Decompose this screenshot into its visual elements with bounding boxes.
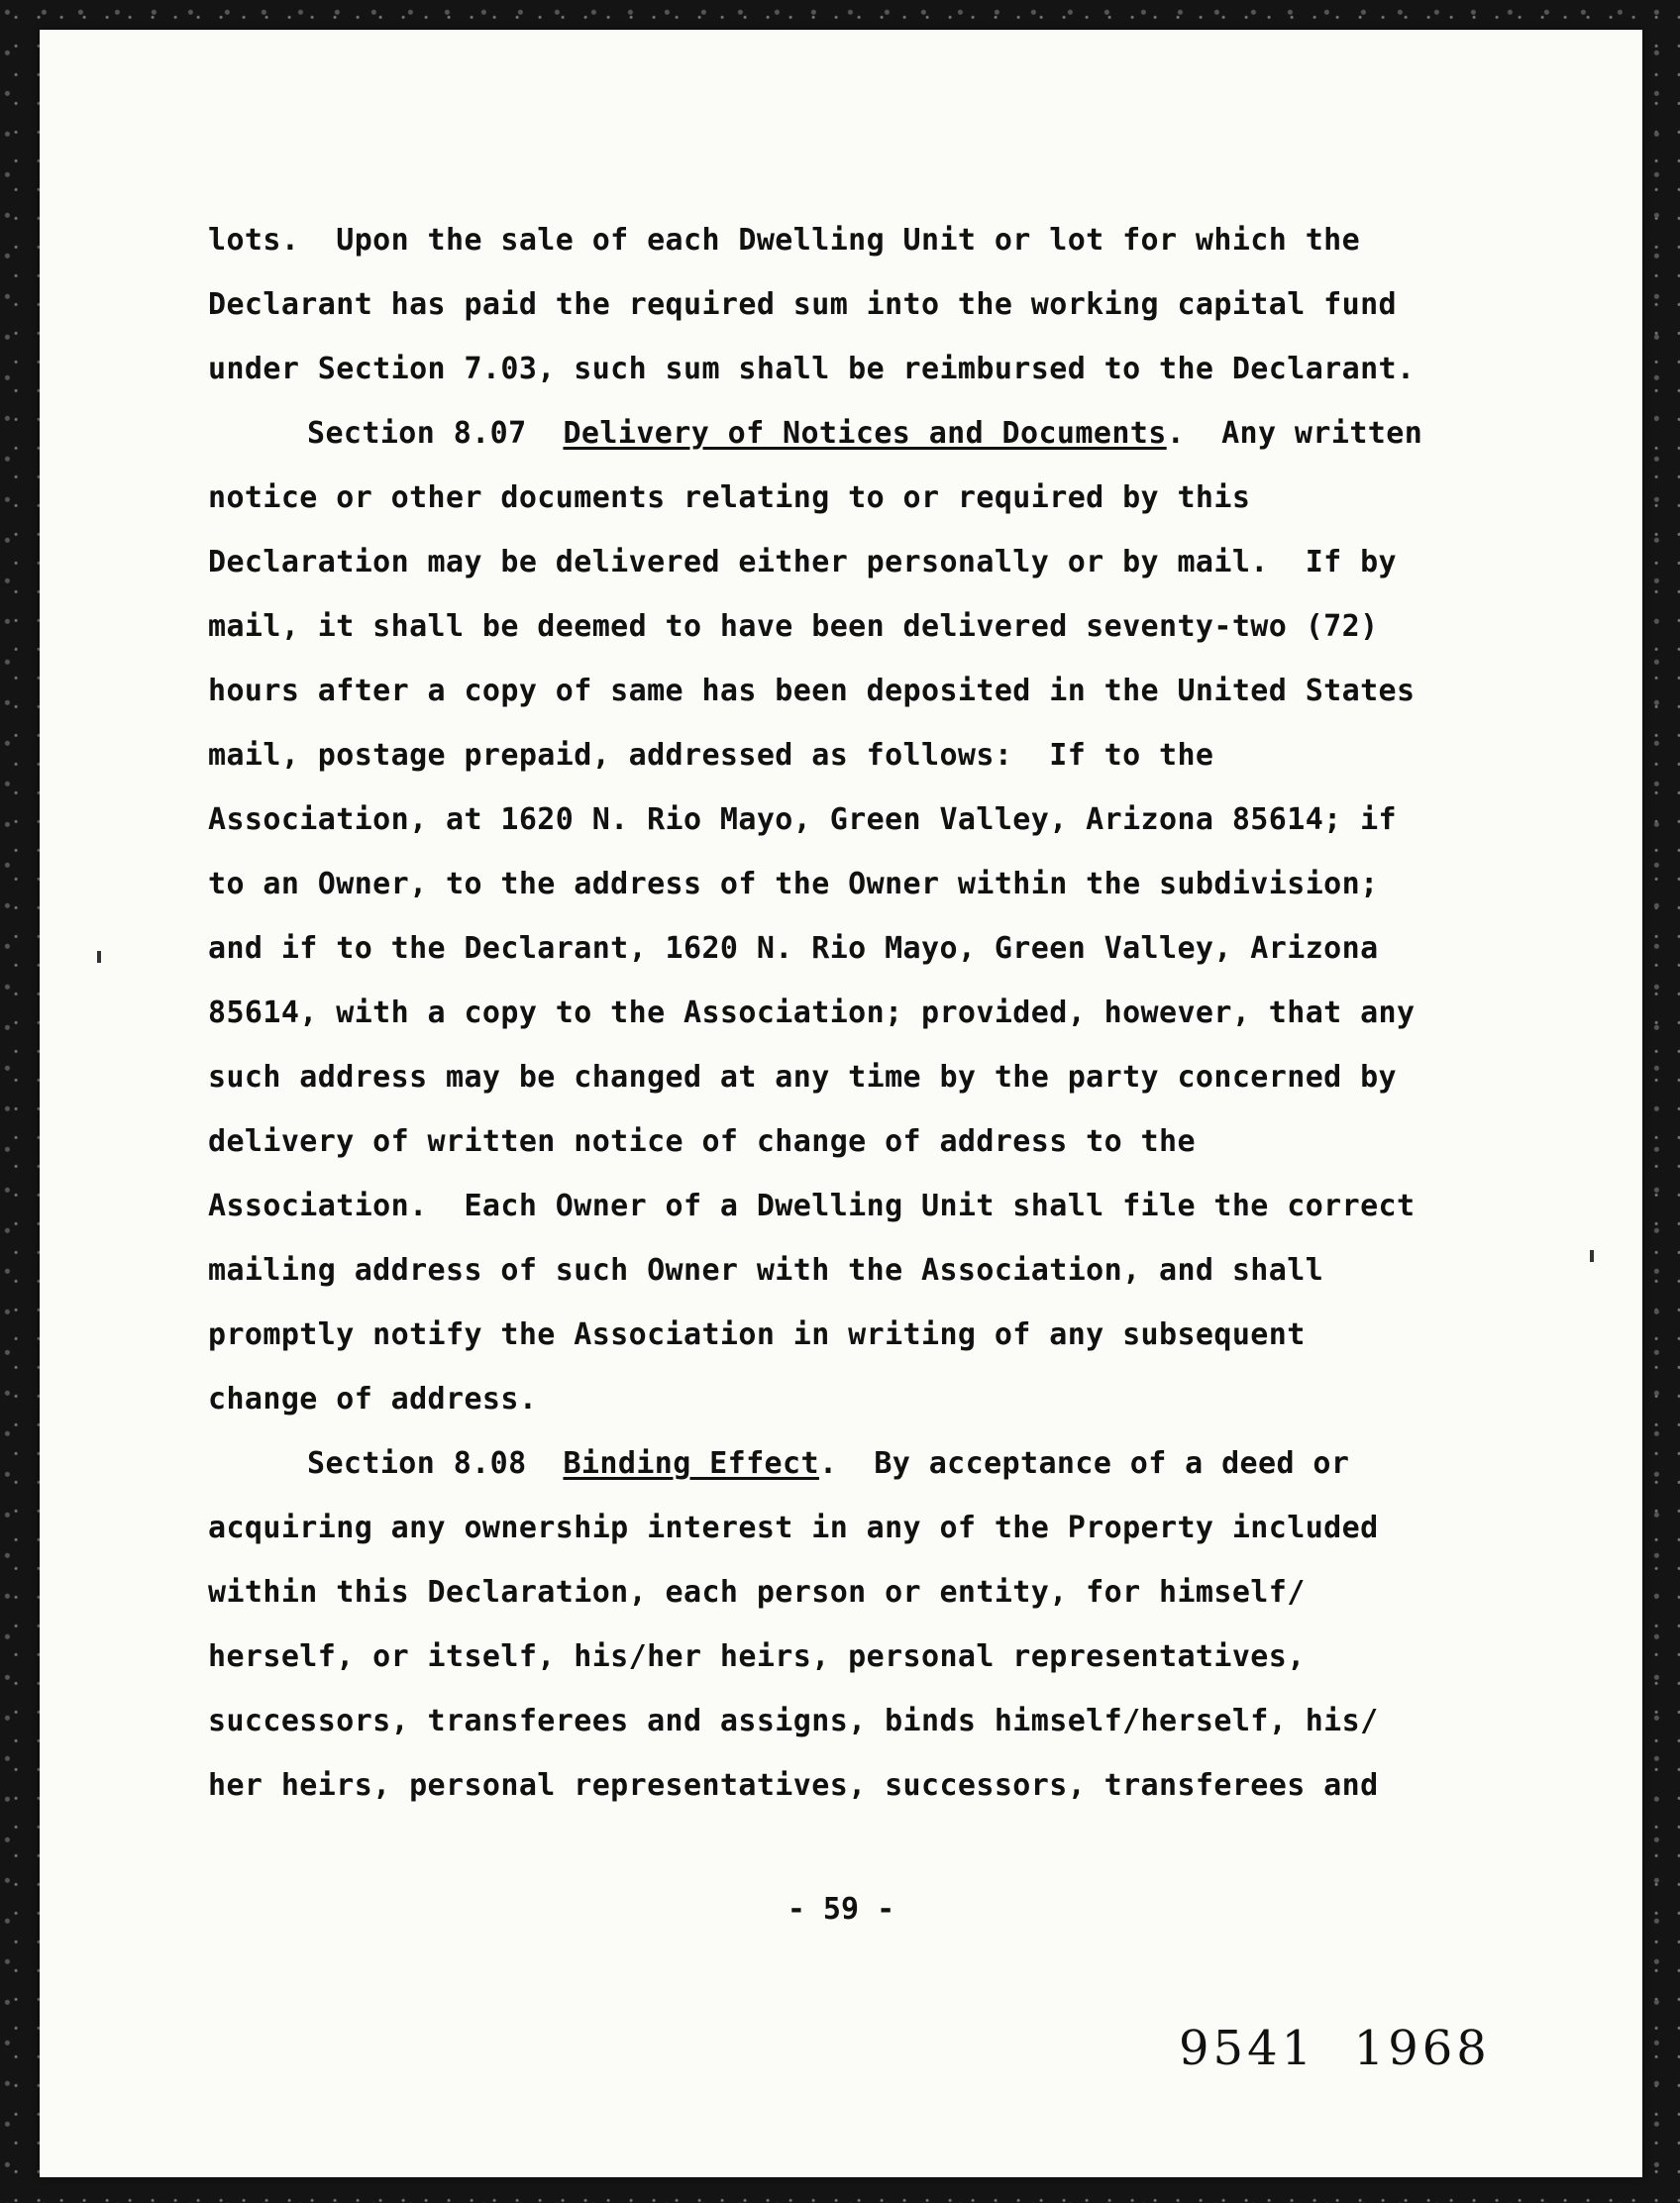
section-title: Delivery of Notices and Documents xyxy=(563,416,1167,451)
text-line: within this Declaration, each person or entity, for himself/ xyxy=(208,1575,1306,1610)
text-line: and if to the Declarant, 1620 N. Rio Mayo, Green Valley, Arizona xyxy=(208,931,1379,966)
text-line: such address may be changed at any time by the party concerned by xyxy=(208,1060,1397,1095)
section-number: Section 8.08 xyxy=(307,1446,564,1481)
text-line: Declarant has paid the required sum into the working capital fund xyxy=(208,287,1397,322)
text-line: to an Owner, to the address of the Owner within the subdivision; xyxy=(208,867,1379,901)
text-line: herself, or itself, his/her heirs, personal representatives, xyxy=(208,1639,1306,1674)
scan-speck xyxy=(1590,1250,1594,1262)
text-line: Association. Each Owner of a Dwelling Unit shall file the correct xyxy=(208,1189,1416,1223)
text-fragment: . By acceptance of a deed or xyxy=(818,1446,1350,1481)
section-number: Section 8.07 xyxy=(307,416,564,451)
text-fragment: . Any written xyxy=(1166,416,1423,451)
text-line: her heirs, personal representatives, successors, transferees and xyxy=(208,1768,1379,1803)
text-line: mailing address of such Owner with the Association, and shall xyxy=(208,1253,1324,1288)
document-number: 9541 1968 xyxy=(1179,2021,1491,2076)
body-text xyxy=(208,208,1516,1818)
text-line: promptly notify the Association in writing of any subsequent xyxy=(208,1317,1306,1352)
text-line: hours after a copy of same has been deposited in the United States xyxy=(208,674,1416,708)
section-heading-line xyxy=(208,401,1516,466)
text-line: delivery of written notice of change of address to the xyxy=(208,1124,1196,1159)
text-line: notice or other documents relating to or required by this xyxy=(208,480,1251,515)
text-line: acquiring any ownership interest in any of the Property included xyxy=(208,1511,1379,1545)
section-heading-line xyxy=(208,1431,1516,1496)
document-page xyxy=(40,30,1642,2177)
text-line: mail, it shall be deemed to have been delivered seventy-two (72) xyxy=(208,609,1379,644)
scan-speck xyxy=(97,951,101,963)
text-line: Declaration may be delivered either personally or by mail. If by xyxy=(208,545,1397,579)
page-number: - 59 - xyxy=(787,1892,895,1927)
text-line: 85614, with a copy to the Association; provided, however, that any xyxy=(208,996,1416,1030)
text-line: under Section 7.03, such sum shall be reimbursed to the Declarant. xyxy=(208,352,1416,386)
section-title: Binding Effect xyxy=(563,1446,819,1481)
text-line: Association, at 1620 N. Rio Mayo, Green Valley, Arizona 85614; if xyxy=(208,802,1397,837)
text-line: lots. Upon the sale of each Dwelling Unit or lot for which the xyxy=(208,223,1361,258)
text-line: successors, transferees and assigns, binds himself/herself, his/ xyxy=(208,1704,1379,1738)
text-line: mail, postage prepaid, addressed as follows: If to the xyxy=(208,738,1214,773)
text-line: change of address. xyxy=(208,1382,538,1416)
